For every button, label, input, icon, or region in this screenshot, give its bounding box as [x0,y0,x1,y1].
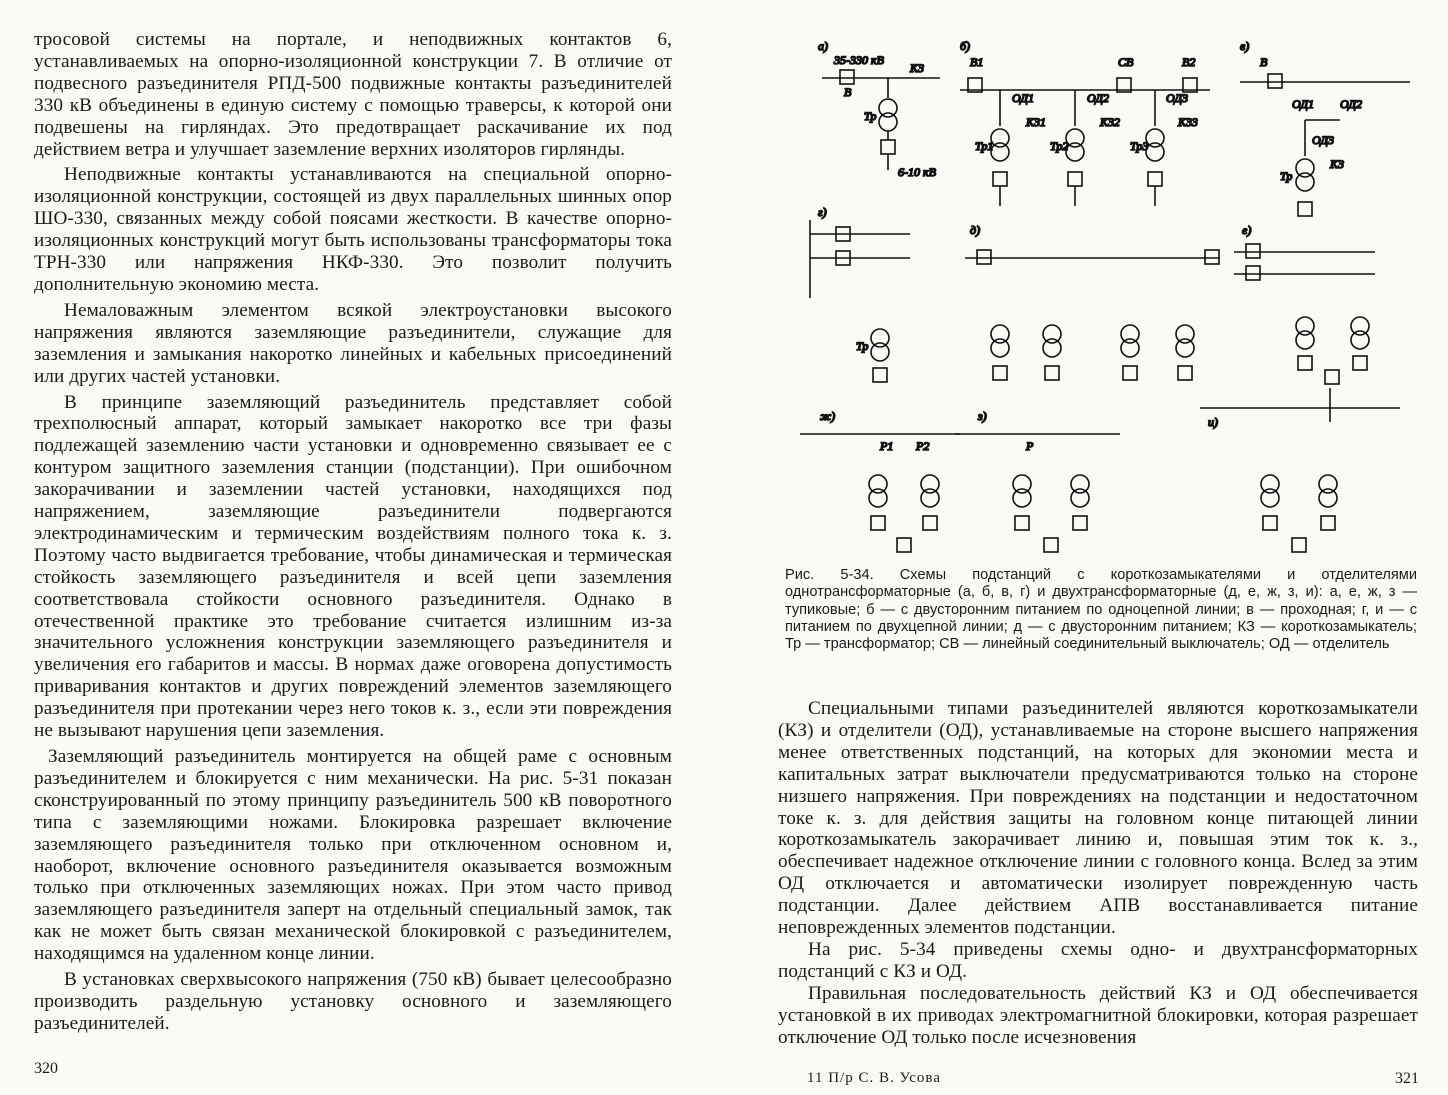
label-OD2-b: ОД2 [1087,91,1110,105]
branch-tr2 [1050,90,1120,206]
footer-signature: 11 П/р С. В. Усова [807,1070,941,1086]
label-Tr3: Тр3 [1130,139,1149,153]
label-g: г) [818,205,827,219]
label-OD1-b: ОД1 [1012,91,1035,105]
paragraph: Правильная последовательность действий КЗ и ОД обеспечивается установкой в их приводах электромагнитной блокировки, которая разрешает отключение ОД только после исчезновения [778,982,1418,1048]
label-Tr2: Тр2 [1050,139,1069,153]
label-z: з) [978,409,987,423]
label-B-v: В [1260,55,1268,69]
label-KZ1: КЗ1 [1026,115,1046,129]
paragraph: тросовой системы на портале, и неподвижных контактов 6, устанавливаемых на опорно-изоляционной конструкции 7. В отличие от подвесного разъединителя РПД-500 подвижные контакты разъединителей 330 кВ объединены в единую систему с помощью траверсы, к которой они подвешены на гирляндах. Это предотвращает раскачивание их под действием ветра и улучшает заземление верхних изоляторов гирлянды. [34,29,672,160]
label-Tr1: Тр1 [975,139,994,153]
label-B2: В2 [1182,55,1196,69]
label-Tr-a: Тр [864,109,877,123]
schematic-diagram [800,38,1420,558]
label-OD1-v: ОД1 [1292,97,1315,111]
paragraph: Неподвижные контакты устанавливаются на специальной опорно-изоляционной конструкции, состоящей из двух параллельных шинных опор ШО-330, связанных между собой поясами жесткости. В качестве опорно-изоляционных конструкций могут быть использованы трансформаторы тока ТРН-330 или напряжения НКФ-330. Это позволит получить дополнительную экономию места. [34,164,672,295]
label-zh: ж) [820,409,836,423]
label-R: Р [1026,439,1034,453]
paragraph: На рис. 5-34 приведены схемы одно- и двухтрансформаторных подстанций с КЗ и ОД. [778,938,1418,982]
paragraph: Заземляющий разъединитель монтируется на общей раме с основным разъединителем и блокируется с ним механически. На рис. 5-31 показан сконструированный по этому принципу разъединитель 500 кВ поворотного типа с заземляющими ножами. Блокировка разрешает включение заземляющего разъединителя только при отключенном основном и, наоборот, включение основного разъединителя оказывается возможным только при отключенных заземляющих ножах. При этом часто привод заземляющего разъединителя заперт на отдельный специальный замок, так как не может быть связан механической блокировкой с разъединителем, находящимся на удаленном конце линии. [34,746,672,965]
label-OD2-v: ОД2 [1340,97,1363,111]
label-kv-top: 35-330 кВ [834,53,884,67]
label-a: а) [818,39,828,53]
branch-tr1 [975,90,1046,206]
page-number: 320 [34,1060,58,1077]
left-text-column [34,29,672,1035]
paragraph: Специальными типами разъединителей являются короткозамыкатели (КЗ) и отделители (ОД), устанавливаемые на стороне высшего напряжения менее ответственных подстанций, на которых для экономии места и капитальных затрат выключатели предусматриваются только на стороне низшего напряжения. При повреждениях на подстанции и недостаточном токе к. з. для действия защиты на головном конце питающей линии короткозамыкатель закорачивает линию и, повышая этим ток к. з., обеспечивает надежное отключение линии с головного конца. Вслед за этим ОД отключается и автоматически изолирует поврежденную часть подстанции. Далее действием АПВ восстанавливается питание неповрежденных элементов подстанции. [778,698,1418,939]
label-v: в) [1240,39,1250,53]
label-SV: СВ [1118,55,1134,69]
page-number: 321 [1395,1070,1419,1087]
label-kv-bottom: 6-10 кВ [898,165,936,179]
label-KZ-v: КЗ [1330,157,1344,171]
label-KZ3: КЗ3 [1178,115,1198,129]
paragraph: В установках сверхвысокого напряжения (750 кВ) бывает целесообразно производить раздельную установку основного и заземляющего разъединителей. [34,969,672,1034]
label-R2: Р2 [916,439,930,453]
paragraph: В принципе заземляющий разъединитель представляет собой трехполюсный аппарат, который замыкает накоротко все три фазы подлежащей заземлению части установки и одновременно связывает ее с контуром защитного заземления станции (подстанции). При ошибочном закорачивании и заземлении частей установки, находящихся под напряжением, заземляющие разъединители подвергаются электродинамическим и термическим воздействиям полного тока к. з. Поэтому часто выдвигается требование, чтобы динамическая и термическая стойкость заземляющего разъединителя и всей цепи заземления соответствовала стойкости основного разъединителя. Однако в отечественной практике это требование считается излишним из-за значительного усложнения конструкции заземляющего разъединителя и увеличения его габаритов и массы. В нормах даже оговорена допустимость приваривания контактов и других повреждений элементов заземляющего разъединителя при протекании через него токов к. з., если эти повреждения не вызывают нарушения цепи заземления. [34,391,672,742]
label-KZ-a: КЗ [910,61,924,75]
substation-schematics-figure [800,38,1420,558]
label-d: д) [970,223,981,237]
label-OD3-b: ОД3 [1166,91,1189,105]
label-b: б) [960,39,971,53]
label-e: е) [1242,223,1252,237]
label-OD3-v: ОД3 [1312,133,1335,147]
label-Tr-v: Тр [1280,169,1293,183]
label-Tr-g: Тр [856,339,869,353]
label-R1: Р1 [880,439,894,453]
branch-tr3 [1130,90,1198,206]
label-B1: В1 [970,55,984,69]
label-i: и) [1208,415,1218,429]
label-KZ2: КЗ2 [1100,115,1120,129]
figure-caption: Рис. 5-34. Схемы подстанций с короткозамыкателями и отделителями однотрансформаторные (а, б, в, г) и двухтрансформаторные (д, е, ж, з, и): а, е, ж, з — тупиковые; б — с двусторонним питанием по одноцепной линии; в — проходная; г, и — с питанием по двухцепной линии; д — с двусторонним питанием; КЗ — короткозамыкатель; Тр — трансформатор; СВ — линейный соединительный выключатель; ОД — отделитель [785,567,1417,653]
paragraph: Немаловажным элементом всякой электроустановки высокого напряжения являются заземляющие разъединители, служащие для заземления и замыкания накоротко линейных и кабельных присоединений или других частей установки. [34,299,672,387]
label-B-a: В [844,85,852,99]
right-text-column [778,698,1418,1049]
